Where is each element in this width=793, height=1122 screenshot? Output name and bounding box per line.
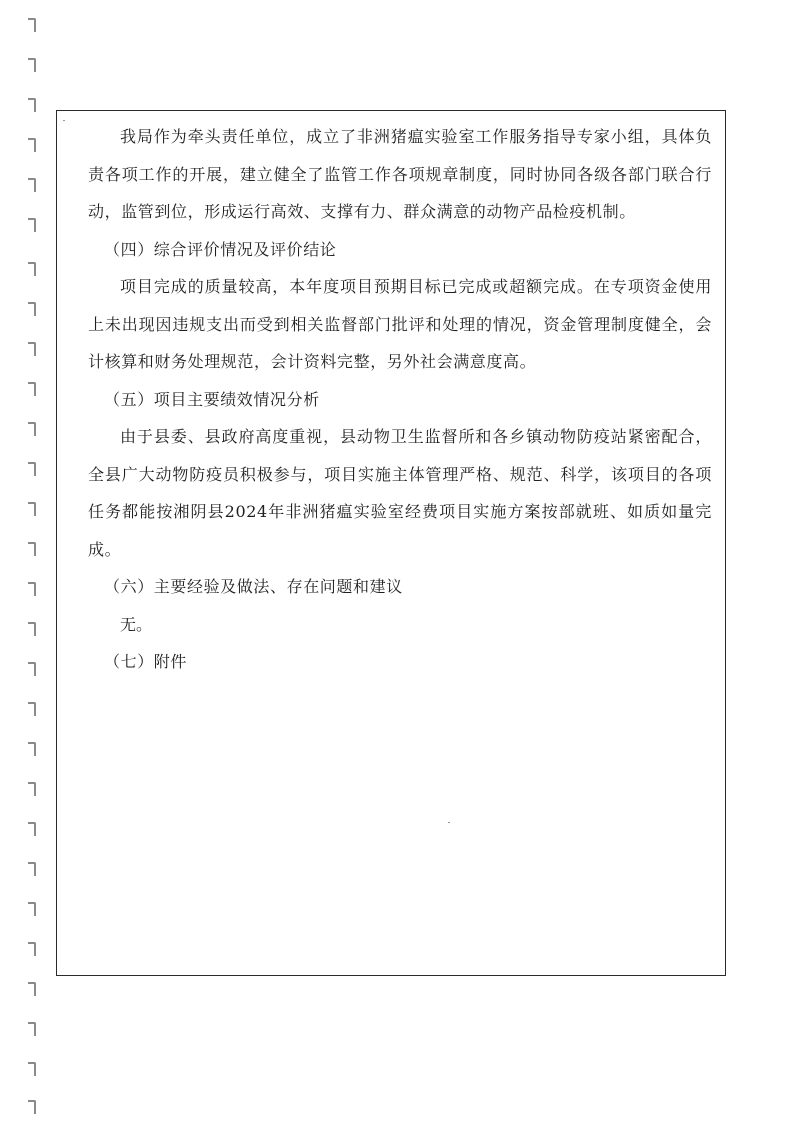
binding-mark (28, 342, 36, 356)
binding-mark (28, 582, 36, 596)
paragraph-performance: 由于县委、县政府高度重视，县动物卫生监督所和各乡镇动物防疫站紧密配合，全县广大动物防疫员积极参与，项目实施主体管理严格、规范、科学，该项目的各项任务都能按湘阴县2024年非洲猪瘟实验室经费项目实施方案按部就班、如质如量完成。 (88, 427, 712, 559)
binding-mark (28, 382, 36, 396)
binding-hole-marks (0, 0, 40, 1122)
binding-mark (28, 462, 36, 476)
binding-mark (28, 1022, 36, 1036)
scan-speck (448, 822, 450, 823)
binding-mark (28, 502, 36, 516)
binding-mark (28, 218, 36, 232)
binding-mark (28, 902, 36, 916)
heading-evaluation-conclusion: （四）综合评价情况及评价结论 (104, 239, 337, 259)
scan-speck (63, 120, 65, 121)
heading-experience-issues: （六）主要经验及做法、存在问题和建议 (104, 577, 403, 596)
binding-mark (28, 942, 36, 956)
binding-mark (28, 262, 36, 276)
binding-mark (28, 58, 36, 72)
binding-mark (28, 742, 36, 756)
binding-mark (28, 822, 36, 836)
binding-mark (28, 98, 36, 112)
document-body (88, 118, 712, 681)
binding-mark (28, 662, 36, 676)
binding-mark (28, 1062, 36, 1076)
heading-performance-analysis: （五）项目主要绩效情况分析 (104, 389, 320, 409)
binding-mark (28, 702, 36, 716)
binding-mark (28, 782, 36, 796)
binding-mark (28, 542, 36, 556)
binding-mark (28, 138, 36, 152)
binding-mark (28, 862, 36, 876)
binding-mark (28, 302, 36, 316)
binding-mark (28, 982, 36, 996)
binding-mark (28, 622, 36, 636)
binding-mark (28, 18, 36, 32)
heading-attachments: （七）附件 (104, 652, 188, 671)
paragraph-none: 无。 (120, 614, 153, 634)
paragraph-evaluation: 项目完成的质量较高，本年度项目预期目标已完成或超额完成。在专项资金使用上未出现因违规支出而受到相关监督部门批评和处理的情况，资金管理制度健全，会计核算和财务处理规范，会计资料完整，另外社会满意度高。 (88, 277, 712, 371)
binding-mark (28, 1100, 36, 1114)
paragraph-responsibility: 我局作为牵头责任单位，成立了非洲猪瘟实验室工作服务指导专家小组，具体负责各项工作的开展，建立健全了监管工作各项规章制度，同时协同各级各部门联合行动，监管到位，形成运行高效、支撑有力、群众满意的动物产品检疫机制。 (88, 127, 712, 221)
binding-mark (28, 178, 36, 192)
binding-mark (28, 422, 36, 436)
